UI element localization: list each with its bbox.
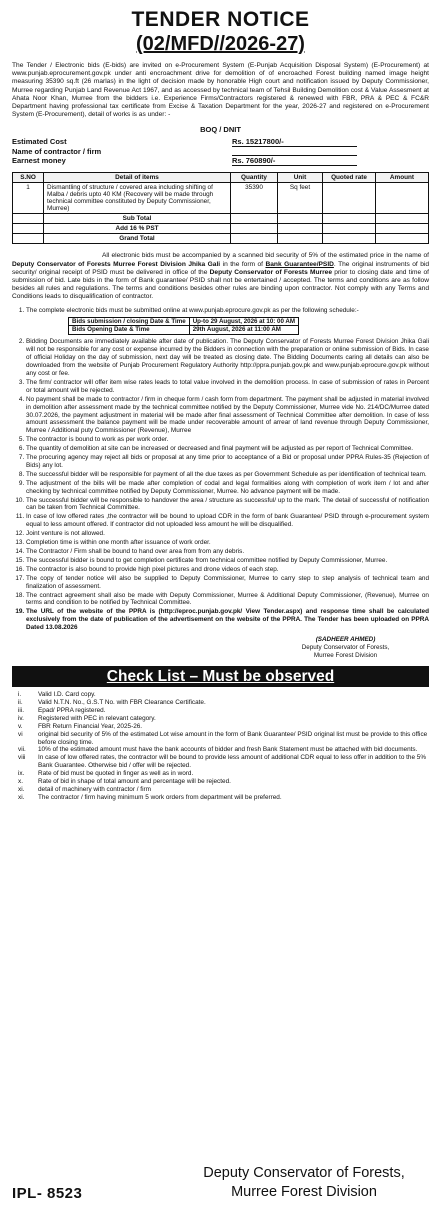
- term-item: 2. Bidding Documents are immediately available after date of publication. The Deputy Conservator of Forests Murree Forest Division Jhika Gali will not be responsible for any cost or expense incurred by the Bidders in connection with the preparation or online submission of Bids. In case of official Holiday on the day of submission, next day will be treated as closing date. The Bidding Documents caring all details can also be downloaded from the website of Punjab Procurement Regulatory Authority http://ppra.punjab.gov.pk and www.punjab.eprocure.gov.pk without any cost or fee.: [26, 338, 429, 378]
- cell-sno: 1: [13, 183, 44, 214]
- schedule-label: Bids submission / closing Date & Time: [69, 317, 190, 326]
- col-detail: Detail of items: [44, 173, 231, 183]
- list-number: iii.: [18, 706, 25, 714]
- col-sno: S.NO: [13, 173, 44, 183]
- schedule-label: Bids Opening Date & Time: [69, 326, 190, 335]
- list-item: [12, 731, 429, 747]
- footer-office-division: Murree Forest Division: [231, 1184, 377, 1200]
- list-item: [12, 746, 429, 754]
- items-table: [12, 172, 429, 244]
- cell-blank: [231, 224, 278, 234]
- list-text: Rate of bid must be quoted in finger as well as in word.: [38, 770, 194, 778]
- list-item: [12, 754, 429, 770]
- term-item: 13. Completion time is within one month after issuance of work order.: [26, 539, 429, 547]
- list-text: Registered with PEC in relevant category.: [38, 714, 156, 722]
- schedule-row: [69, 326, 299, 335]
- list-item: [12, 707, 429, 715]
- security-text: . The original instruments of bid security/ original receipt of PSID must be delivered in office of the: [12, 260, 429, 276]
- list-text: In case of low offered rates, the contractor will be bound to provide less amount of additional CDR equal to less offer in addition to the 5% Bank Guarantee. Otherwise bid / offer will be rejected.: [38, 754, 427, 770]
- list-item: [12, 691, 429, 699]
- list-number: vi: [18, 730, 23, 738]
- term-item: 17. The copy of tender notice will also be supplied to Deputy Commissioner, Murree to carry step to step analysis of technical team and finalization of assessment.: [26, 575, 429, 591]
- list-text: Rate of bid in shape of total amount and percentage will be rejected.: [38, 778, 231, 786]
- term-item: 12. Joint venture is not allowed.: [26, 530, 429, 538]
- cell-blank: [376, 224, 429, 234]
- security-text: prior to closing date and time of submission of bid. Late bids in the form of Bank guarantee/ PSID shall not be entertained / accepted. The terms and conditions are as follow besides all rules and regulations. The terms and conditions besides other rules are binding upon contractor. Not comply with any Terms and Conditions leads to disqualification of contractor.: [12, 268, 429, 301]
- list-number: viii: [18, 754, 26, 762]
- list-number: xi.: [18, 785, 25, 793]
- security-office: Deputy Conservator of Forests Murree: [209, 268, 333, 276]
- security-text: All electronic bids must be accompanied by a scanned bid security of 5% of the estimated price in the name of: [102, 252, 429, 260]
- term-item: 18. The contract agreement shall also be made with Deputy Commissioner, Murree & Additional Deputy Commissioner, (Revenue), Murree on terms and condition to be notified by Technical Committee.: [26, 592, 429, 608]
- list-number: ix.: [18, 770, 25, 778]
- list-item: [12, 770, 429, 778]
- top-strip: [12, 0, 429, 4]
- list-text: FBR Return Financial Year, 2025-26.: [38, 722, 143, 730]
- cell-blank: [376, 214, 429, 224]
- col-unit: Unit: [278, 173, 323, 183]
- bid-security-paragraph: [12, 252, 429, 301]
- cell-blank: [376, 234, 429, 244]
- pst-label: Add 16 % PST: [44, 224, 231, 234]
- signatory-name: (SADHEER AHMED): [315, 636, 376, 644]
- security-office: Deputy Conservator of Forests Murree Forest Division Jhika Gali: [12, 260, 221, 268]
- term-item: 8. The successful bidder will be responsible for payment of all the due taxes as per Government Schedule as per identification of technical team.: [26, 471, 429, 479]
- estimated-cost-value: Rs. 15217800/-: [232, 137, 357, 147]
- footer: [12, 1164, 429, 1202]
- cell-blank: [323, 224, 376, 234]
- cell-blank: [231, 214, 278, 224]
- cell-blank: [278, 224, 323, 234]
- list-item: [12, 715, 429, 723]
- list-item: [12, 778, 429, 786]
- list-text: detail of machinery with contractor / firm: [38, 785, 151, 793]
- footer-office-title: Deputy Conservator of Forests,: [203, 1165, 405, 1181]
- table-row-subtotal: [13, 214, 429, 224]
- term-item: 19. The URL of the website of the PPRA is (http://eproc.punjab.gov.pk/ View Tender.aspx) and response time shall be calculated exclusively from the date of publication of the advertisement on the website of the PPRA. The Tender has been uploaded on PPRA Dated 13.08.2026: [26, 608, 429, 632]
- list-text: Valid I.D. Card copy.: [38, 691, 96, 699]
- term-item: 7. The procuring agency may reject all bids or proposal at any time prior to acceptance of a Bid or proposal under PPRA Rules-35 (Rejection of Bids) any lot.: [26, 454, 429, 470]
- grand-total-label: Grand Total: [44, 234, 231, 244]
- estimated-cost-label: Estimated Cost: [12, 137, 67, 147]
- contractor-label: Name of contractor / firm: [12, 147, 102, 157]
- page-title: TENDER NOTICE: [131, 8, 310, 31]
- sub-total-label: Sub Total: [44, 214, 231, 224]
- bank-guarantee-text: Bank Guarantee/PSID: [265, 260, 334, 268]
- term-item: 4. No payment shall be made to contractor / firm in cheque form / cash form from department. The payment shall be adjusted in material involved in demolition after assessment made by the technical committee notified by the Deputy Commissioner, Murree vide No. 214/DC/Murree dated 30.07.2026, the payment adjustment in material will be made after final assessment of Technical Committee after demolition. In case of less amount assessment the balance payment will be made under recoverable amount of arrear of land revenue through Deputy Commissioner, Murree / Additional puty Commissioner (Revenue), Murree: [26, 396, 429, 436]
- cell-blank: [278, 214, 323, 224]
- list-item: [12, 699, 429, 707]
- checklist: [12, 691, 429, 802]
- cell-quantity: 35390: [231, 183, 278, 214]
- ipl-number: IPL- 8523: [12, 1184, 83, 1202]
- col-quantity: Quantity: [231, 173, 278, 183]
- schedule-row: [69, 317, 299, 326]
- cell-blank: [13, 214, 44, 224]
- list-text: The contractor / firm having minimum 5 work orders from department will be preferred.: [38, 793, 282, 801]
- table-row: [13, 183, 429, 214]
- earnest-money-label: Earnest money: [12, 156, 66, 166]
- contractor-value: [232, 147, 357, 156]
- cell-blank: [13, 234, 44, 244]
- schedule-value: Up-to 29 August, 2026 at 10: 00 AM: [189, 317, 298, 326]
- intro-paragraph: The Tender / Electronic bids (E-bids) are invited on e-Procurement System (E-Punjab Acquisition Disposal System) (E-Procurement) at www.punjab.eprocurement.gov.pk under anti encroachment drive for demolition of of encroached Forest building named image height measuring 35390 sq.ft (26 marlas) in the light of decision made by honorable High court and notification issued by Deputy Commissioner, Murree regarding Punjab Land Revenue Act 1967, and as accessed by technical team of Tehsil Building Demolition cost & Value Assesment at Ahata Noor Khan, Murree from the bidders i.e. Experience Firms/Contractors registered & renewed with FBR, PRA & PEC & FC&R Department having professional tax certificate from Excise & Taxation Department for the year, 2026-27 and registered on e-Procurement System (E-Procurement), detail of works is as under: -: [12, 62, 429, 119]
- term-item: 15. The successful bidder is bound to get completion certificate from technical committee notified by Deputy Commissioner, Murree.: [26, 557, 429, 565]
- cell-blank: [323, 234, 376, 244]
- term-item: [26, 307, 429, 336]
- schedule-intro: The complete electronic bids must be submitted online at www.punjab.eprocure.gov.pk as per the following schedule:-: [26, 306, 359, 314]
- list-number: v.: [18, 722, 23, 730]
- term-item: 11. In case of low offered rates ,the contractor will be bound to upload CDR in the form of bank Guarantee/ PSID through e-procurement system equal to less amount offered. If contractor did not uploaded less amount he will be disqualified.: [26, 513, 429, 529]
- boq-heading: BOQ / DNIT: [200, 125, 241, 135]
- term-item: 6. The quantity of demolition at site can be increased or decreased and final payment will be adjusted as per report of Technical Committee.: [26, 445, 429, 453]
- list-item: [12, 786, 429, 794]
- cell-blank: [323, 214, 376, 224]
- list-number: iv.: [18, 714, 24, 722]
- table-row-grand-total: [13, 234, 429, 244]
- security-text: in the form of: [220, 260, 266, 268]
- term-item: 9. The adjustment of the bills will be made after completion of codal and legal formalities along with completion of work item / lot and after checking by technical committee notified by Deputy Commissioner, Murree. No advance payment will be made.: [26, 480, 429, 496]
- col-amount: Amount: [376, 173, 429, 183]
- list-text: original bid security of 5% of the estimated Lot wise amount in the form of Bank Guarantee/ PSID original list must be provide to this office before closing time.: [38, 730, 428, 746]
- list-number: ii.: [18, 698, 23, 706]
- cell-unit: Sq feet: [278, 183, 323, 214]
- tender-reference: (02/MFD//2026-27): [136, 33, 305, 55]
- estimate-block: [12, 137, 429, 166]
- term-item: 16. The contractor is also bound to provide high pixel pictures and drone videos of each step.: [26, 566, 429, 574]
- term-item: 3. The firm/ contractor will offer item wise rates leads to total value involved in the demolition process. In case of submission of rates in Percent or total amount will be rejected.: [26, 379, 429, 395]
- term-item: 5. The contractor is bound to work as per work order.: [26, 436, 429, 444]
- list-number: i.: [18, 691, 22, 699]
- cell-blank: [13, 224, 44, 234]
- cell-blank: [278, 234, 323, 244]
- table-row-pst: [13, 224, 429, 234]
- term-item: 10. The successful bidder will be responsible to handover the area / structure as successful/ up to the mark. The detail of successful of notification can be taken from Technical Committee.: [26, 497, 429, 513]
- cell-blank: [231, 234, 278, 244]
- list-text: 10% of the estimated amount must have the bank accounts of bidder and fresh Bank Statement must be attached with bid documents.: [38, 746, 418, 754]
- footer-office: [179, 1164, 429, 1202]
- term-item: 14. The Contractor / Firm shall be bound to hand over area from from any debris.: [26, 548, 429, 556]
- terms-list: [12, 307, 429, 632]
- signatory-division: Murree Forest Division: [313, 652, 378, 660]
- checklist-heading: Check List – Must be observed: [12, 666, 429, 687]
- list-number: x.: [18, 778, 23, 786]
- cell-amount: [376, 183, 429, 214]
- list-number: xi.: [18, 793, 25, 801]
- col-quoted-rate: Quoted rate: [323, 173, 376, 183]
- cell-detail: Dismantling of structure / covered area including shifting of Malba / debris upto 40 KM (Recovery will be made through technical committee constituted by Deputy Commissioner, Murree): [44, 183, 231, 214]
- list-text: Valid N.T.N. No., G.S.T No. with FBR Clearance Certificate.: [38, 698, 206, 706]
- list-item: [12, 723, 429, 731]
- signature-block: [262, 636, 429, 660]
- table-header-row: [13, 173, 429, 183]
- list-item: [12, 794, 429, 802]
- list-number: vii.: [18, 746, 26, 754]
- schedule-value: 29th August, 2026 at 11:00 AM: [189, 326, 298, 335]
- list-text: Epad/ PPRA registered.: [38, 706, 106, 714]
- earnest-money-value: Rs. 760890/-: [232, 156, 357, 166]
- schedule-table: [68, 317, 299, 336]
- cell-quoted-rate: [323, 183, 376, 214]
- signatory-title: Deputy Conservator of Forests,: [301, 644, 390, 652]
